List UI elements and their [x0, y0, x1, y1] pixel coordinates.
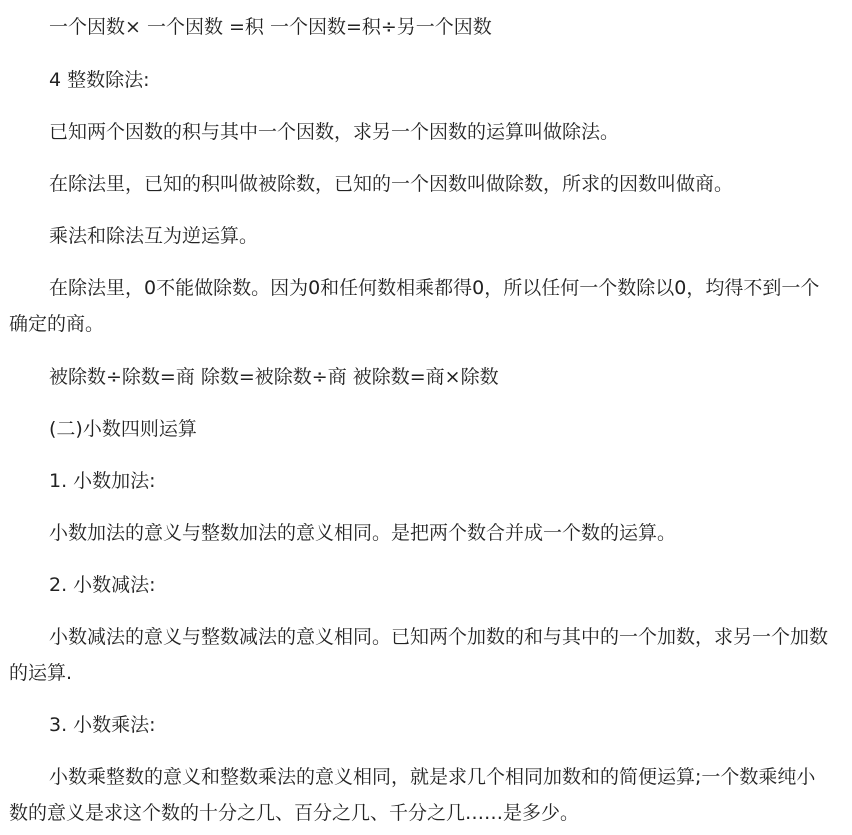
heading-decimal-multiplication: 3. 小数乘法:: [49, 714, 156, 736]
paragraph-formula-multiplication: 一个因数× 一个因数 =积 一个因数=积÷另一个因数: [49, 16, 492, 38]
heading-decimal-addition: 1. 小数加法:: [49, 470, 156, 492]
paragraph-inverse-operations: 乘法和除法互为逆运算。: [49, 225, 259, 247]
heading-decimal-arithmetic: (二)小数四则运算: [49, 418, 197, 440]
heading-integer-division: 4 整数除法:: [49, 69, 150, 91]
paragraph-zero-divisor: 在除法里，0不能做除数。因为0和任何数相乘都得0，所以任何一个数除以0，均得不到一个确定的商。: [9, 277, 820, 335]
paragraph-formula-division: 被除数÷除数=商 除数=被除数÷商 被除数=商×除数: [49, 366, 499, 388]
paragraph-decimal-addition: 小数加法的意义与整数加法的意义相同。是把两个数合并成一个数的运算。: [49, 522, 677, 544]
paragraph-division-definition: 已知两个因数的积与其中一个因数，求另一个因数的运算叫做除法。: [49, 121, 620, 143]
paragraph-decimal-subtraction: 小数减法的意义与整数减法的意义相同。已知两个加数的和与其中的一个加数，求另一个加数的运算.: [9, 626, 829, 684]
paragraph-division-terms: 在除法里，已知的积叫做被除数，已知的一个因数叫做除数，所求的因数叫做商。: [49, 173, 734, 195]
heading-decimal-subtraction: 2. 小数减法:: [49, 574, 156, 596]
paragraph-decimal-multiplication: 小数乘整数的意义和整数乘法的意义相同，就是求几个相同加数和的简便运算;一个数乘纯小数的意义是求这个数的十分之几、百分之几、千分之几……是多少。: [9, 766, 816, 824]
